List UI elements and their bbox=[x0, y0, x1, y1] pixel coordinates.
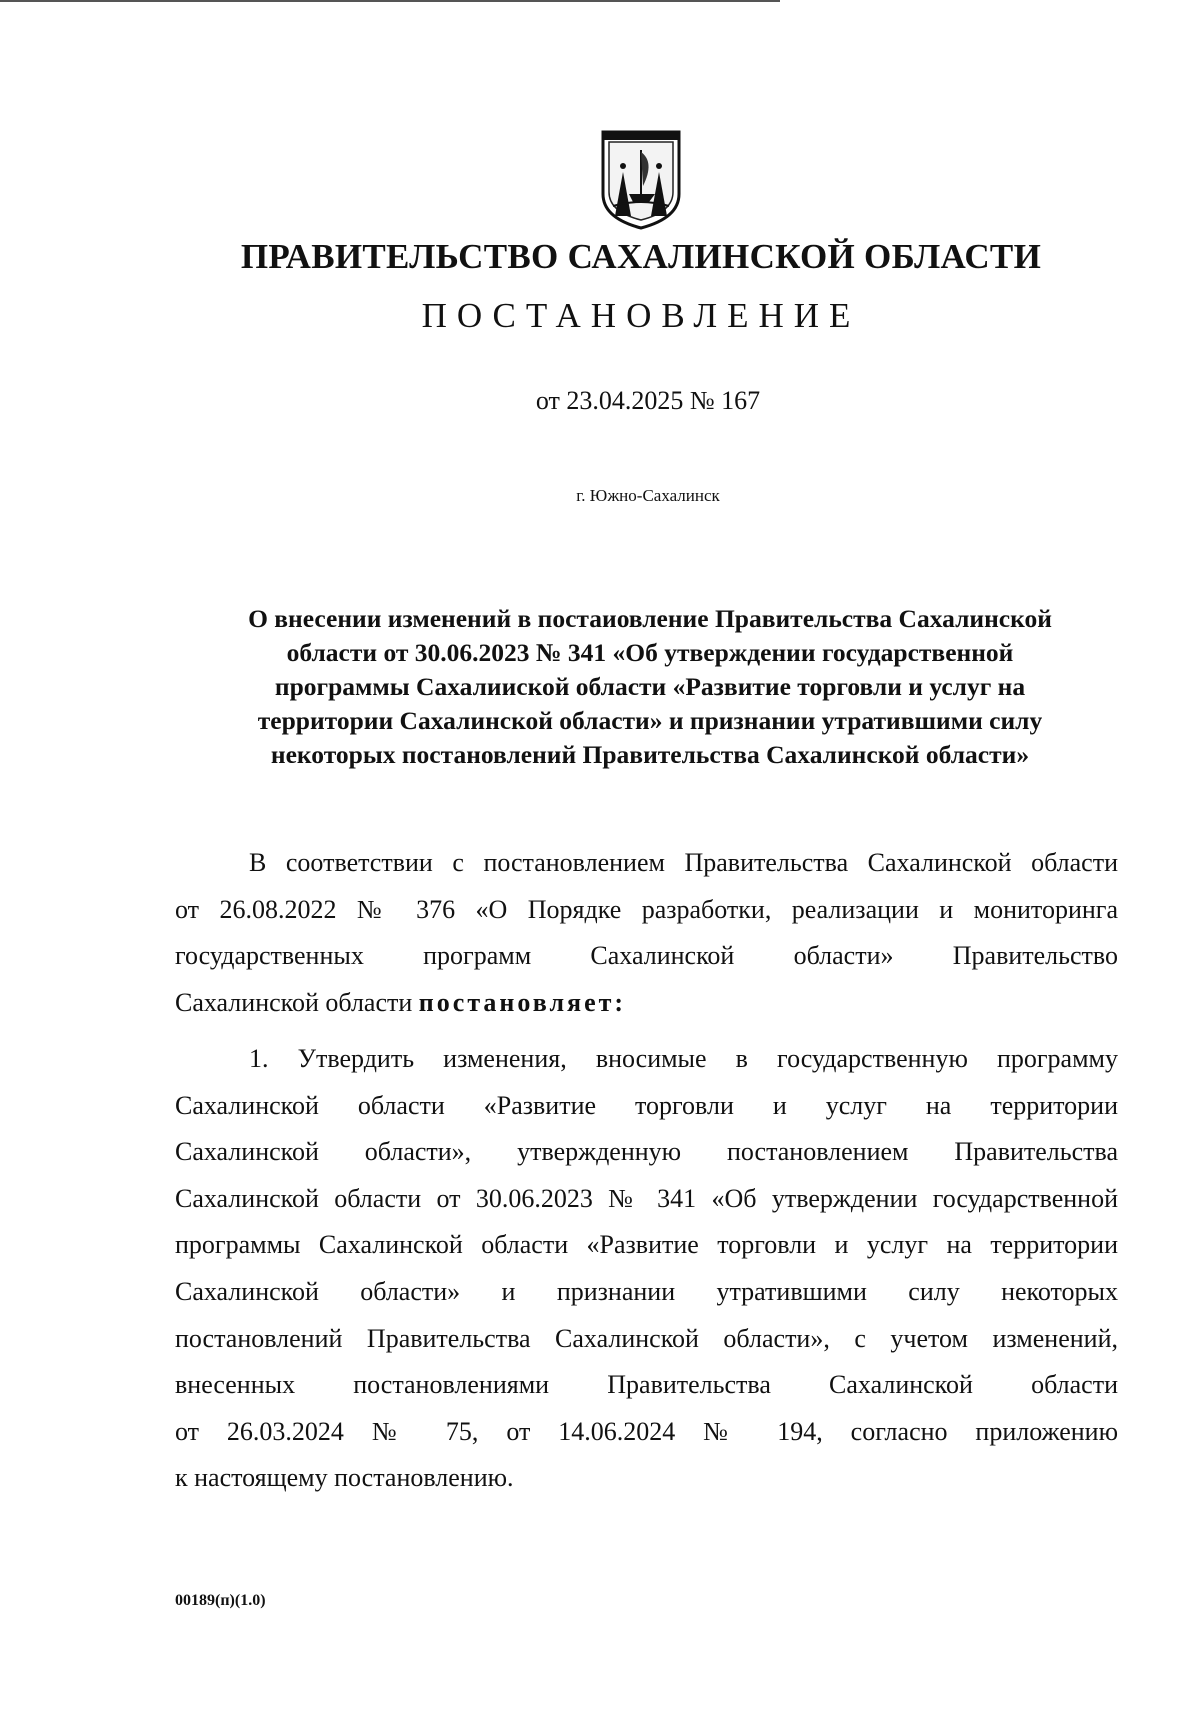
document-date-number: от 23.04.2025 № 167 bbox=[535, 386, 761, 415]
subject-line: программы Сахалииской области «Развитие торговли и услуг на bbox=[274, 672, 1026, 701]
sakhalin-coat-of-arms-icon bbox=[599, 128, 683, 232]
body-line: внесенных постановлениями Правительства Сахалинской области bbox=[175, 1370, 1118, 1400]
government-title: ПРАВИТЕЛЬСТВО САХАЛИНСКОЙ ОБЛАСТИ bbox=[240, 237, 1042, 276]
subject-line: области от 30.06.2023 № 341 «Об утверждении государственной bbox=[286, 638, 1014, 667]
resolves-word: постановляет: bbox=[418, 987, 627, 1017]
body-line-text: Сахалинской области bbox=[175, 987, 419, 1017]
body-line bbox=[175, 980, 1118, 1027]
subject-line: некоторых постановлений Правительства Сахалинской области» bbox=[270, 740, 1030, 769]
body-line: Сахалинской области», утвержденную постановлением Правительства bbox=[175, 1137, 1118, 1167]
body-line: постановлений Правительства Сахалинской области», с учетом изменений, bbox=[175, 1323, 1118, 1353]
body-line: Сахалинской области от 30.06.2023 № 341 «Об утверждении государственной bbox=[175, 1183, 1118, 1213]
document-subject bbox=[190, 602, 1110, 772]
body-line: Сахалинской области «Развитие торговли и услуг на территории bbox=[175, 1090, 1118, 1120]
body-line: от 26.08.2022 № 376 «О Порядке разработки, реализации и мониторинга bbox=[175, 894, 1118, 924]
body-line: Сахалинской области» и признании утратившими силу некоторых bbox=[175, 1276, 1118, 1306]
subject-line: территории Сахалинской области» и признании утратившими силу bbox=[257, 706, 1043, 735]
subject-line: О внесении изменений в постаиовление Правительства Сахалинской bbox=[248, 604, 1052, 633]
document-type: ПОСТАНОВЛЕНИЕ bbox=[421, 296, 861, 335]
body-line: государственных программ Сахалинской области» Правительство bbox=[175, 941, 1118, 971]
preamble-paragraph bbox=[175, 840, 1118, 1026]
body-line: программы Сахалинской области «Развитие торговли и услуг на территории bbox=[175, 1230, 1118, 1260]
body-line: 1. Утвердить изменения, вносимые в государственную программу bbox=[249, 1044, 1118, 1073]
scan-edge-line bbox=[0, 0, 780, 2]
body-line: к настоящему постановлению. bbox=[175, 1463, 514, 1493]
clause-1-paragraph bbox=[175, 1036, 1118, 1502]
body-line: от 26.03.2024 № 75, от 14.06.2024 № 194, согласно приложению bbox=[175, 1416, 1118, 1446]
body-line: В соответствии с постановлением Правительства Сахалинской области bbox=[249, 848, 1118, 877]
document-code: 00189(п)(1.0) bbox=[175, 1592, 266, 1609]
document-city: г. Южно-Сахалинск bbox=[576, 486, 720, 505]
